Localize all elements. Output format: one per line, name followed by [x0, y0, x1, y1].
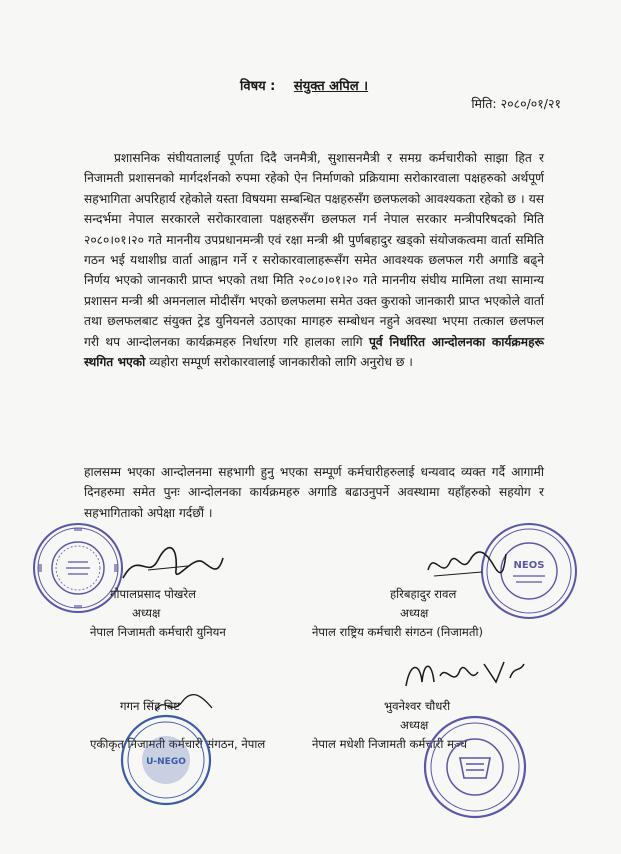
signatory-role: अध्यक्ष [400, 718, 429, 732]
signatory-org: एकीकृत निजामती कर्मचारी संगठन, नेपाल [90, 737, 266, 751]
signature-2 [420, 540, 510, 588]
body-paragraph-2: हालसम्म भएका आन्दोलनमा सहभागी हुनु भएका सम्पूर्ण कर्मचारीहरुलाई धन्यवाद व्यक्त गर्दै आगामी दिनहरुमा समेत पुनः आन्दोलनका कार्यक्रमहरु अगाडि बढाउनुपर्ने अवस्थामा यहाँहरुको सहयोग र सहभागिताको अपेक्षा गर्दछौं । [84, 465, 544, 520]
u-nego-seal-text: U-NEGO [146, 757, 186, 767]
subject-label: विषय : [240, 79, 276, 94]
signatory-role: अध्यक्ष [400, 606, 429, 620]
signatory-name: गोपालप्रसाद पोखरेल [110, 587, 196, 601]
madhesi-forum-seal-stamp [420, 712, 530, 822]
signatory-name: भुवनेश्वर चौधरी [384, 699, 451, 713]
signature-1 [118, 540, 228, 590]
signatory-org: नेपाल निजामती कर्मचारी युनियन [90, 625, 226, 639]
subject-value: संयुक्त अपिल । [293, 79, 369, 94]
document-date: मिति: २०८०/०१/२१ [471, 96, 561, 111]
signatory-block-1 [90, 585, 290, 642]
signature-4 [400, 652, 530, 696]
subject-line [240, 76, 368, 94]
signatory-name: गगन सिंह विष्ट [120, 699, 181, 713]
body-paragraph-1-text-c: व्यहोरा सम्पूर्ण सरोकारवालाई जानकारीको लागि अनुरोध छ । [149, 355, 413, 370]
body-paragraph-1 [84, 148, 544, 372]
signatory-block-2 [312, 585, 562, 642]
signatory-role: अध्यक्ष [132, 606, 161, 620]
signatory-name: हरिबहादुर रावल [390, 587, 457, 601]
body-paragraph-1-bold: पूर्व निर्धारित आन्दोलनका कार्यक्रमहरू स्थगित भएको [84, 334, 545, 370]
signature-3 [150, 690, 220, 720]
body-paragraph-1-text-a: प्रशासनिक संघीयतालाई पूर्णता दिदै जनमैत्री, सुशासनमैत्री र समग्र कर्मचारीको साझा हित र निजामती प्रशासनको मार्गदर्शनको रुपमा रहेको ऐन निर्माणको प्रक्रियामा सरोकारवाला पक्षहरुको अर्थपूर्ण सहभागिता अपरिहार्य रहेकोले यस्ता विषयमा सम्बन्धित पक्षहरुसँग छलफलको आवश्यकता रहेको छ । यस सन्दर्भमा नेपाल सरकारले सरोकारवाला पक्षहरुसँग छलफल गर्न नेपाल सरकार मन्त्रीपरिषदको मिति २०८०।०१।२० गते माननीय उपप्रधानमन्त्री एवं रक्षा मन्त्री श्री पुर्णबहादुर खड्को संयोजकत्वमा वार्ता समिति गठन भई यथाशीघ्र वार्ता आह्वान गर्ने र सरोकारवालाहरूसँग समेत आवश्यक छलफल गरी अगाडि बढ्ने निर्णय भएको जानकारी प्राप्त भएको तथा मिति २०८०।०१।२० गते माननीय संघीय मामिला तथा सामान्य प्रशासन मन्त्री श्री अमनलाल मोदीसँग भएको छलफलमा समेत उक्त कुराको जानकारी प्राप्त भएकोले वार्ता तथा छलफलबाट संयुक्त ट्रेड युनियनले उठाएका मागहरु सम्बोधन नहुने अवस्था भएमा तत्काल छलफल गरी थप आन्दोलनका कार्यक्रमहरु निर्धारण गरि हालका लागि [84, 151, 544, 349]
u-nego-seal-stamp [118, 712, 214, 808]
neos-seal-text: NEOS [513, 560, 545, 571]
signatory-org: नेपाल राष्ट्रिय कर्मचारी संगठन (निजामती) [312, 625, 483, 639]
signatory-org: नेपाल मधेशी निजामती कर्मचारी मञ्च [312, 737, 468, 751]
